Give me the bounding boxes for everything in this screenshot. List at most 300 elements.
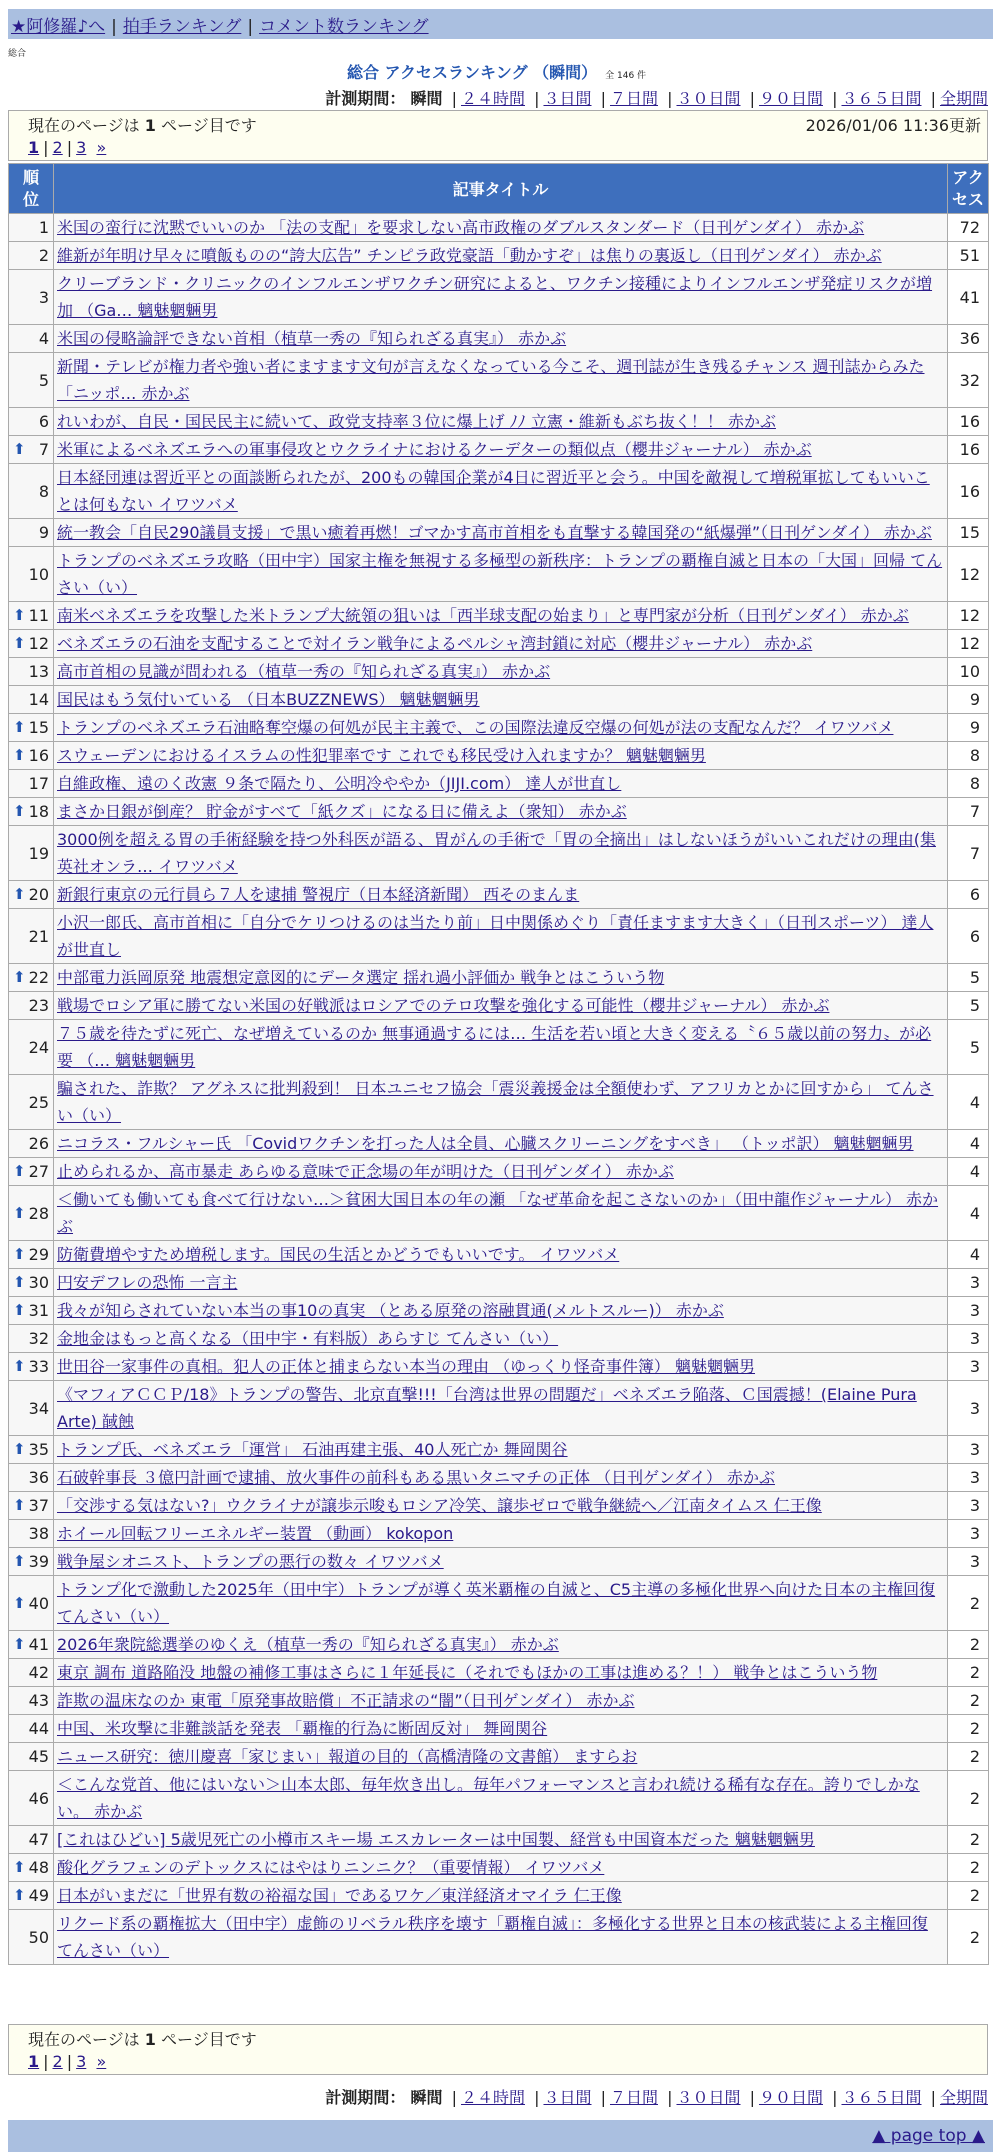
rank-cell: [9, 686, 54, 714]
page-link-1[interactable]: 1: [28, 138, 40, 157]
period-link-7d[interactable]: ７日間: [609, 89, 658, 108]
table-row: [9, 992, 989, 1020]
rank-cell: [9, 1743, 54, 1771]
article-link[interactable]: 止められるか、高市暴走 あらゆる意味で正念場の年が明けた（日刊ゲンダイ） 赤かぶ: [57, 1162, 674, 1181]
page-tag: 総合: [8, 49, 27, 59]
title-cell: [54, 1381, 948, 1436]
table-row: [9, 1659, 989, 1687]
access-count: 3: [948, 1520, 989, 1548]
rank-number: 2: [38, 246, 49, 265]
table-row: [9, 1910, 989, 1965]
period-link-30d[interactable]: ３０日間: [676, 2088, 741, 2107]
rank-number: 8: [38, 481, 49, 501]
table-row: [9, 270, 989, 325]
period-link-90d[interactable]: ９０日間: [758, 89, 823, 108]
table-row: [9, 1020, 989, 1075]
title-cell: [54, 686, 948, 714]
title-cell: [54, 714, 948, 742]
rank-cell: [9, 742, 54, 770]
title-cell: [54, 1353, 948, 1381]
rank-number: 34: [28, 1398, 49, 1418]
access-count: 4: [948, 1241, 989, 1269]
next-page-link[interactable]: »: [96, 138, 107, 157]
article-link[interactable]: 新銀行東京の元行員ら７人を逮捕 警視庁（日本経済新聞） 西そのまんま: [57, 885, 580, 904]
title-cell: [54, 1687, 948, 1715]
table-row: [9, 602, 989, 630]
rank-up-arrow-icon: ⬆: [13, 802, 26, 820]
table-row: [9, 242, 989, 270]
rank-number: 23: [28, 996, 49, 1015]
article-link[interactable]: 騙された、詐欺？ アグネスに批判殺到！ 日本ユニセフ協会「震災義援金は全額使わず、アフリカとかに回すから」 てんさい（い）: [57, 1079, 934, 1125]
rank-number: 48: [28, 1858, 49, 1877]
rank-number: 31: [28, 1301, 49, 1320]
table-row: [9, 881, 989, 909]
footer-bar: [8, 2120, 993, 2152]
rank-cell: [9, 1297, 54, 1325]
page-top-link[interactable]: ▲ page top ▲: [872, 2126, 985, 2146]
article-link[interactable]: 「交渉する気はない?」ウクライナが譲歩示唆もロシア冷笑、譲歩ゼロで戦争継続へ／江南タイムス 仁王像: [57, 1496, 822, 1515]
title-cell: [54, 464, 948, 519]
period-link-all[interactable]: 全期間: [939, 2088, 988, 2107]
table-row: [9, 1158, 989, 1186]
title-cell: [54, 1464, 948, 1492]
rank-cell: [9, 1548, 54, 1576]
article-link[interactable]: ホイール回転フリーエネルギー装置 （動画） kokopon: [57, 1524, 454, 1543]
title-cell: [54, 1325, 948, 1353]
access-count: 8: [948, 742, 989, 770]
table-row: [9, 1241, 989, 1269]
article-link[interactable]: 詐欺の温床なのか 東電「原発事故賠償」不正請求の“闇”（日刊ゲンダイ） 赤かぶ: [57, 1691, 635, 1710]
rank-up-arrow-icon: ⬆: [13, 1301, 26, 1319]
rank-cell: [9, 1631, 54, 1659]
access-count: 2: [948, 1743, 989, 1771]
title-cell: [54, 1631, 948, 1659]
article-link[interactable]: 我々が知らされていない本当の事10の真実 （とある原発の溶融貫通(メルトスルー)） 赤かぶ: [57, 1301, 724, 1320]
rank-up-arrow-icon: ⬆: [13, 1858, 26, 1876]
title-cell: [54, 1743, 948, 1771]
period-current: 瞬間: [410, 2088, 443, 2107]
article-link[interactable]: 《マフィアＣＣＰ/18》トランプの警告、北京直撃!!!「台湾は世界の問題だ」ベネズエラ陥落、Ｃ国震撼！(Elaine Pura Arte) 馘蝕: [57, 1385, 917, 1431]
access-count: 8: [948, 770, 989, 798]
rank-number: 39: [28, 1552, 49, 1571]
rank-up-arrow-icon: ⬆: [13, 885, 26, 903]
ranking-table: [8, 163, 989, 1965]
title-cell: [54, 1020, 948, 1075]
rank-number: 50: [28, 1927, 49, 1947]
current-page-text: 現在のページは 1 ページ目です: [28, 116, 257, 135]
rank-cell: [9, 1520, 54, 1548]
rank-up-arrow-icon: ⬆: [13, 1357, 26, 1375]
table-row: [9, 714, 989, 742]
article-link[interactable]: 金地金はもっと高くなる（田中宇・有料版）あらすじ てんさい（い）: [57, 1329, 559, 1348]
comment-ranking-link[interactable]: コメント数ランキング: [259, 17, 429, 37]
title-cell: [54, 630, 948, 658]
title-cell: [54, 214, 948, 242]
access-count: 32: [948, 353, 989, 408]
article-link[interactable]: 2026年衆院総選挙のゆくえ（植草一秀の『知られざる真実』） 赤かぶ: [57, 1635, 559, 1654]
period-link-365d[interactable]: ３６５日間: [841, 89, 922, 108]
title-cell: [54, 826, 948, 881]
table-row: [9, 742, 989, 770]
access-count: 3: [948, 1464, 989, 1492]
rank-number: 46: [28, 1788, 49, 1808]
article-link[interactable]: 3000例を超える胃の手術経験を持つ外科医が語る、胃がんの手術で「胃の全摘出」はしないほうがいいこれだけの理由(集英社オンラ… イワツバメ: [57, 830, 936, 876]
rank-up-arrow-icon: ⬆: [13, 634, 26, 652]
article-link[interactable]: 米国の蛮行に沈黙でいいのか 「法の支配」を要求しない高市政権のダブルスタンダード（日刊ゲンダイ） 赤かぶ: [57, 218, 865, 237]
rank-cell: [9, 1436, 54, 1464]
period-link-3d[interactable]: ３日間: [543, 2088, 592, 2107]
page-info-top: [8, 110, 988, 161]
separator: |: [247, 17, 254, 37]
rank-cell: [9, 1381, 54, 1436]
access-count: 41: [948, 270, 989, 325]
access-count: 2: [948, 1715, 989, 1743]
period-link-30d[interactable]: ３０日間: [676, 89, 741, 108]
access-count: 3: [948, 1297, 989, 1325]
top-nav-bar: [8, 9, 993, 39]
article-link[interactable]: ニュース研究：徳川慶喜「家じまい」報道の目的（高橋清隆の文書館） ますらお: [57, 1747, 638, 1766]
title-cell: [54, 1075, 948, 1130]
title-cell: [54, 1520, 948, 1548]
rank-number: 7: [38, 440, 49, 459]
page-link-3[interactable]: 3: [76, 138, 87, 157]
rank-up-arrow-icon: ⬆: [13, 1593, 26, 1612]
rank-up-arrow-icon: ⬆: [13, 1496, 26, 1514]
article-link[interactable]: ベネズエラの石油を支配することで対イラン戦争によるペルシャ湾封鎖に対応（櫻井ジャーナル） 赤かぶ: [57, 634, 813, 653]
updated-time: 2026/01/06 11:36更新: [805, 116, 981, 135]
rank-cell: [9, 1882, 54, 1910]
page-link-2[interactable]: 2: [52, 2052, 63, 2071]
article-link[interactable]: ＜こんな党首、他にはいない＞山本太郎、毎年炊き出し。毎年パフォーマンスと言われ続ける稀有な存在。誇りでしかない。 赤かぶ: [57, 1775, 920, 1821]
article-link[interactable]: ７５歳を待たずに死亡、なぜ増えているのか 無事通過するには… 生活を若い頃と大きく変える〝６５歳以前の努力〟が必要 （… 魑魅魍魎男: [57, 1024, 932, 1070]
title-cell: [54, 1436, 948, 1464]
access-count: 5: [948, 1020, 989, 1075]
period-link-all[interactable]: 全期間: [939, 89, 988, 108]
rank-cell: [9, 1325, 54, 1353]
period-selector-top: 計測期間： 瞬間 | ２４時間 | ３日間 | ７日間 | ３０日間 | ９０日間 | ３６５日間 | 全期間: [325, 89, 988, 108]
rank-up-arrow-icon: ⬆: [13, 1203, 26, 1222]
table-row: [9, 1854, 989, 1882]
article-link[interactable]: 東京 調布 道路陥没 地盤の補修工事はさらに１年延長に（それでもほかの工事は進める？！） 戦争とはこういう物: [57, 1663, 878, 1682]
rank-cell: [9, 408, 54, 436]
article-link[interactable]: 統一教会「自民290議員支援」で黒い癒着再燃！ゴマかす高市首相をも直撃する韓国発の“紙爆弾”（日刊ゲンダイ） 赤かぶ: [57, 523, 932, 542]
rank-number: 30: [28, 1273, 49, 1292]
rank-cell: [9, 519, 54, 547]
table-row: [9, 1436, 989, 1464]
rank-number: 18: [28, 802, 49, 821]
table-row: [9, 519, 989, 547]
title-cell: [54, 798, 948, 826]
page-link-3[interactable]: 3: [76, 2052, 87, 2071]
rank-cell: [9, 1075, 54, 1130]
rank-cell: [9, 436, 54, 464]
rank-number: 45: [28, 1747, 49, 1766]
rank-number: 22: [28, 968, 49, 987]
access-count: 16: [948, 436, 989, 464]
title-cell: [54, 742, 948, 770]
rank-number: 33: [28, 1357, 49, 1376]
rank-number: 12: [28, 634, 49, 653]
table-row: [9, 630, 989, 658]
table-row: [9, 1186, 989, 1241]
title-cell: [54, 519, 948, 547]
rank-cell: [9, 1771, 54, 1826]
rank-cell: [9, 242, 54, 270]
rank-number: 25: [28, 1092, 49, 1112]
page-link-1[interactable]: 1: [28, 2052, 40, 2071]
article-link[interactable]: リクード系の覇権拡大（田中宇）虚飾のリベラル秩序を壊す「覇権自滅」：多極化する世界と日本の核武装による主権回復 てんさい（い）: [57, 1914, 928, 1960]
rank-cell: [9, 714, 54, 742]
article-link[interactable]: れいわが、自民・国民民主に続いて、政党支持率３位に爆上げ ﾉﾉ 立憲・維新もぶち抜く！！ 赤かぶ: [57, 412, 776, 431]
rank-cell: [9, 1464, 54, 1492]
rank-up-arrow-icon: ⬆: [13, 746, 26, 764]
table-row: [9, 1882, 989, 1910]
article-link[interactable]: トランプのベネズエラ攻略（田中宇）国家主権を無視する多極型の新秩序：トランプの覇権自滅と日本の「大国」回帰 てんさい（い）: [57, 551, 943, 597]
access-count: 4: [948, 1158, 989, 1186]
rank-number: 36: [28, 1468, 49, 1487]
pagination: 1 | 2 | 3 »: [28, 2052, 107, 2071]
title-cell: [54, 658, 948, 686]
article-link[interactable]: 防衛費増やすため増税します。国民の生活とかどうでもいいです。 イワツバメ: [57, 1245, 620, 1264]
access-count: 16: [948, 408, 989, 436]
page-heading: [0, 60, 993, 83]
rank-cell: [9, 602, 54, 630]
col-title-header: 記事タイトル: [54, 164, 948, 214]
rank-number: 42: [28, 1663, 49, 1682]
table-row: [9, 1297, 989, 1325]
access-count: 5: [948, 964, 989, 992]
rank-cell: [9, 798, 54, 826]
access-count: 4: [948, 1130, 989, 1158]
rank-cell: [9, 464, 54, 519]
table-row: [9, 1325, 989, 1353]
article-link[interactable]: 石破幹事長 ３億円計画で逮捕、放火事件の前科もある黒いタニマチの正体 （日刊ゲンダイ） 赤かぶ: [57, 1468, 775, 1487]
table-row: [9, 1548, 989, 1576]
table-row: [9, 1743, 989, 1771]
access-count: 2: [948, 1910, 989, 1965]
period-current: 瞬間: [410, 89, 443, 108]
article-link[interactable]: トランプのベネズエラ石油略奪空爆の何処が民主主義で、この国際法違反空爆の何処が法の支配なんだ？ イワツバメ: [57, 718, 894, 737]
rank-up-arrow-icon: ⬆: [13, 440, 26, 458]
article-link[interactable]: ＜働いても働いても食べて行けない…＞貧困大国日本の年の瀬 「なぜ革命を起こさないのか」（田中龍作ジャーナル） 赤かぶ: [57, 1190, 939, 1236]
title-cell: [54, 1492, 948, 1520]
title-cell: [54, 436, 948, 464]
article-link[interactable]: 酸化グラフェンのデトックスにはやはりニンニク？（重要情報） イワツバメ: [57, 1858, 605, 1877]
table-row: [9, 826, 989, 881]
rank-cell: [9, 1353, 54, 1381]
article-link[interactable]: 戦争屋シオニスト、トランプの悪行の数々 イワツバメ: [57, 1552, 444, 1571]
access-count: 9: [948, 686, 989, 714]
article-link[interactable]: 米国の侵略論評できない首相（植草一秀の『知られざる真実』） 赤かぶ: [57, 329, 567, 348]
rank-up-arrow-icon: ⬆: [13, 1245, 26, 1263]
article-link[interactable]: トランプ氏、ベネズエラ「運営」 石油再建主張、40人死亡か 舞岡関谷: [57, 1440, 568, 1459]
title-cell: [54, 1715, 948, 1743]
rank-cell: [9, 1158, 54, 1186]
article-link[interactable]: 南米ベネズエラを攻撃した米トランプ大統領の狙いは「西半球支配の始まり」と専門家が分析（日刊ゲンダイ） 赤かぶ: [57, 606, 909, 625]
article-link[interactable]: 中部電力浜岡原発 地震想定意図的にデータ選定 揺れ過小評価か 戦争とはこういう物: [57, 968, 665, 987]
article-link[interactable]: 日本経団連は習近平との面談断られたが、200もの韓国企業が4日に習近平と会う。中国を敵視して増税軍拡してもいいことは何もない イワツバメ: [57, 468, 930, 514]
rank-number: 40: [28, 1593, 49, 1613]
rank-number: 3: [38, 287, 49, 307]
rank-number: 10: [28, 564, 49, 584]
article-link[interactable]: クリーブランド・クリニックのインフルエンザワクチン研究によると、ワクチン接種によりインフルエンザ発症リスクが増加 （Ga… 魑魅魍魎男: [57, 274, 933, 320]
table-row: [9, 436, 989, 464]
article-link[interactable]: トランプ化で激動した2025年（田中宇）トランプが導く英米覇権の自滅と、C5主導の多極化世界へ向けた日本の主権回復 てんさい（い）: [57, 1580, 936, 1626]
rank-cell: [9, 992, 54, 1020]
article-link[interactable]: 自維政権、遠のく改憲 ９条で隔たり、公明冷ややか（JIJI.com） 達人が世直し: [57, 774, 622, 793]
rank-number: 44: [28, 1719, 49, 1738]
rank-up-arrow-icon: ⬆: [13, 1440, 26, 1458]
period-link-24h[interactable]: ２４時間: [460, 2088, 525, 2107]
table-row: [9, 1771, 989, 1826]
rank-cell: [9, 1576, 54, 1631]
period-link-90d[interactable]: ９０日間: [758, 2088, 823, 2107]
access-count: 3: [948, 1353, 989, 1381]
article-link[interactable]: 高市首相の見識が問われる（植草一秀の『知られざる真実』） 赤かぶ: [57, 662, 551, 681]
article-link[interactable]: 新聞・テレビが権力者や強い者にますます文句が言えなくなっている今こそ、週刊誌が生き残るチャンス 週刊誌からみた「ニッポ… 赤かぶ: [57, 357, 925, 403]
rank-cell: [9, 270, 54, 325]
access-count: 72: [948, 214, 989, 242]
title-cell: [54, 1186, 948, 1241]
rank-number: 17: [28, 774, 49, 793]
rank-number: 14: [28, 690, 49, 709]
rank-number: 43: [28, 1691, 49, 1710]
table-row: [9, 964, 989, 992]
access-count: 4: [948, 1075, 989, 1130]
rank-number: 47: [28, 1830, 49, 1849]
article-link[interactable]: 維新が年明け早々に噴飯ものの“誇大広告” チンピラ政党豪語「動かすぞ」は焦りの裏返し（日刊ゲンダイ） 赤かぶ: [57, 246, 882, 265]
period-link-24h[interactable]: ２４時間: [460, 89, 525, 108]
table-row: [9, 1464, 989, 1492]
rank-up-arrow-icon: ⬆: [13, 1635, 26, 1653]
access-count: 16: [948, 464, 989, 519]
rank-cell: [9, 964, 54, 992]
access-count: 2: [948, 1771, 989, 1826]
title-cell: [54, 270, 948, 325]
article-link[interactable]: 円安デフレの恐怖 一言主: [57, 1273, 238, 1292]
access-count: 2: [948, 1631, 989, 1659]
table-row: [9, 408, 989, 436]
access-count: 4: [948, 1186, 989, 1241]
access-count: 2: [948, 1826, 989, 1854]
col-access-header: アクセス: [948, 164, 989, 214]
rank-number: 41: [28, 1635, 49, 1654]
access-count: 12: [948, 602, 989, 630]
rank-cell: [9, 630, 54, 658]
period-label: 計測期間：: [325, 89, 406, 108]
rank-cell: [9, 325, 54, 353]
rank-cell: [9, 1715, 54, 1743]
rank-number: 21: [28, 926, 49, 946]
table-row: [9, 1381, 989, 1436]
page-info-bottom: [8, 2024, 988, 2075]
rank-cell: [9, 1269, 54, 1297]
article-link[interactable]: 日本がいまだに「世界有数の裕福な国」であるワケ／東洋経済オマイラ 仁王像: [57, 1886, 622, 1905]
article-link[interactable]: スウェーデンにおけるイスラムの性犯罪率です これでも移民受け入れますか？ 魑魅魍魎男: [57, 746, 706, 765]
rank-up-arrow-icon: ⬆: [13, 606, 26, 624]
article-link[interactable]: 国民はもう気付いている （日本BUZZNEWS） 魑魅魍魎男: [57, 690, 480, 709]
access-count: 6: [948, 881, 989, 909]
rank-number: 26: [28, 1134, 49, 1153]
rank-cell: [9, 1130, 54, 1158]
access-count: 7: [948, 798, 989, 826]
title-cell: [54, 881, 948, 909]
title-cell: [54, 1910, 948, 1965]
title-cell: [54, 353, 948, 408]
rank-number: 35: [28, 1440, 49, 1459]
table-row: [9, 1492, 989, 1520]
table-row: [9, 686, 989, 714]
access-count: 2: [948, 1576, 989, 1631]
access-count: 10: [948, 658, 989, 686]
table-row: [9, 1715, 989, 1743]
rank-cell: [9, 826, 54, 881]
period-link-7d[interactable]: ７日間: [609, 2088, 658, 2107]
rank-cell: [9, 353, 54, 408]
title-cell: [54, 1771, 948, 1826]
period-link-365d[interactable]: ３６５日間: [841, 2088, 922, 2107]
title-cell: [54, 1826, 948, 1854]
rank-number: 28: [28, 1203, 49, 1223]
rank-cell: [9, 1687, 54, 1715]
rank-up-arrow-icon: ⬆: [13, 1162, 26, 1180]
rank-cell: [9, 1854, 54, 1882]
access-count: 2: [948, 1687, 989, 1715]
rank-up-arrow-icon: ⬆: [13, 1273, 26, 1291]
table-row: [9, 1269, 989, 1297]
title-cell: [54, 992, 948, 1020]
rank-number: 15: [28, 718, 49, 737]
article-link[interactable]: ニコラス・フルシャー氏 「Covidワクチンを打った人は全員、心臓スクリーニングをすべき」 （トッポ訳） 魑魅魍魎男: [57, 1134, 914, 1153]
article-link[interactable]: まさか日銀が倒産？ 貯金がすべて「紙クズ」になる日に備えよ（衆知） 赤かぶ: [57, 802, 627, 821]
article-link[interactable]: 世田谷一家事件の真相。犯人の正体と捕まらない本当の理由 （ゆっくり怪奇事件簿） 魑魅魍魎男: [57, 1357, 756, 1376]
home-link[interactable]: ★阿修羅♪へ: [11, 17, 106, 37]
rank-number: 24: [28, 1037, 49, 1057]
title-cell: [54, 242, 948, 270]
title-cell: [54, 770, 948, 798]
page-title: 総合 アクセスランキング （瞬間）: [346, 63, 598, 82]
access-count: 7: [948, 826, 989, 881]
rank-number: 13: [28, 662, 49, 681]
period-link-3d[interactable]: ３日間: [543, 89, 592, 108]
rank-number: 37: [28, 1496, 49, 1515]
article-link[interactable]: 中国、米攻撃に非難談話を発表 「覇権的行為に断固反対」 舞岡関谷: [57, 1719, 548, 1738]
access-count: 3: [948, 1269, 989, 1297]
next-page-link[interactable]: »: [96, 2052, 107, 2071]
period-label: 計測期間：: [325, 2088, 406, 2107]
rank-number: 6: [38, 412, 49, 431]
rank-number: 32: [28, 1329, 49, 1348]
article-link[interactable]: 小沢一郎氏、高市首相に「自分でケリつけるのは当たり前」日中関係めぐり「責任ますます大きく」（日刊スポーツ） 達人が世直し: [57, 913, 934, 959]
rank-up-arrow-icon: ⬆: [13, 968, 26, 986]
rank-number: 20: [28, 885, 49, 904]
title-cell: [54, 1659, 948, 1687]
clap-ranking-link[interactable]: 拍手ランキング: [122, 17, 242, 37]
access-count: 36: [948, 325, 989, 353]
article-link[interactable]: 戦場でロシア軍に勝てない米国の好戦派はロシアでのテロ攻撃を強化する可能性（櫻井ジャーナル） 赤かぶ: [57, 996, 830, 1015]
rank-number: 16: [28, 746, 49, 765]
rank-up-arrow-icon: ⬆: [13, 1552, 26, 1570]
access-count: 2: [948, 1659, 989, 1687]
article-link[interactable]: [これはひどい] 5歳児死亡の小樽市スキー場 エスカレーターは中国製、経営も中国資本だった 魑魅魍魎男: [57, 1830, 815, 1849]
title-cell: [54, 1297, 948, 1325]
access-count: 6: [948, 909, 989, 964]
rank-cell: [9, 770, 54, 798]
page-link-2[interactable]: 2: [52, 138, 63, 157]
total-count: 全 146 件: [605, 71, 647, 81]
rank-number: 29: [28, 1245, 49, 1264]
article-link[interactable]: 米軍によるベネズエラへの軍事侵攻とウクライナにおけるクーデターの類似点（櫻井ジャーナル） 赤かぶ: [57, 440, 812, 459]
